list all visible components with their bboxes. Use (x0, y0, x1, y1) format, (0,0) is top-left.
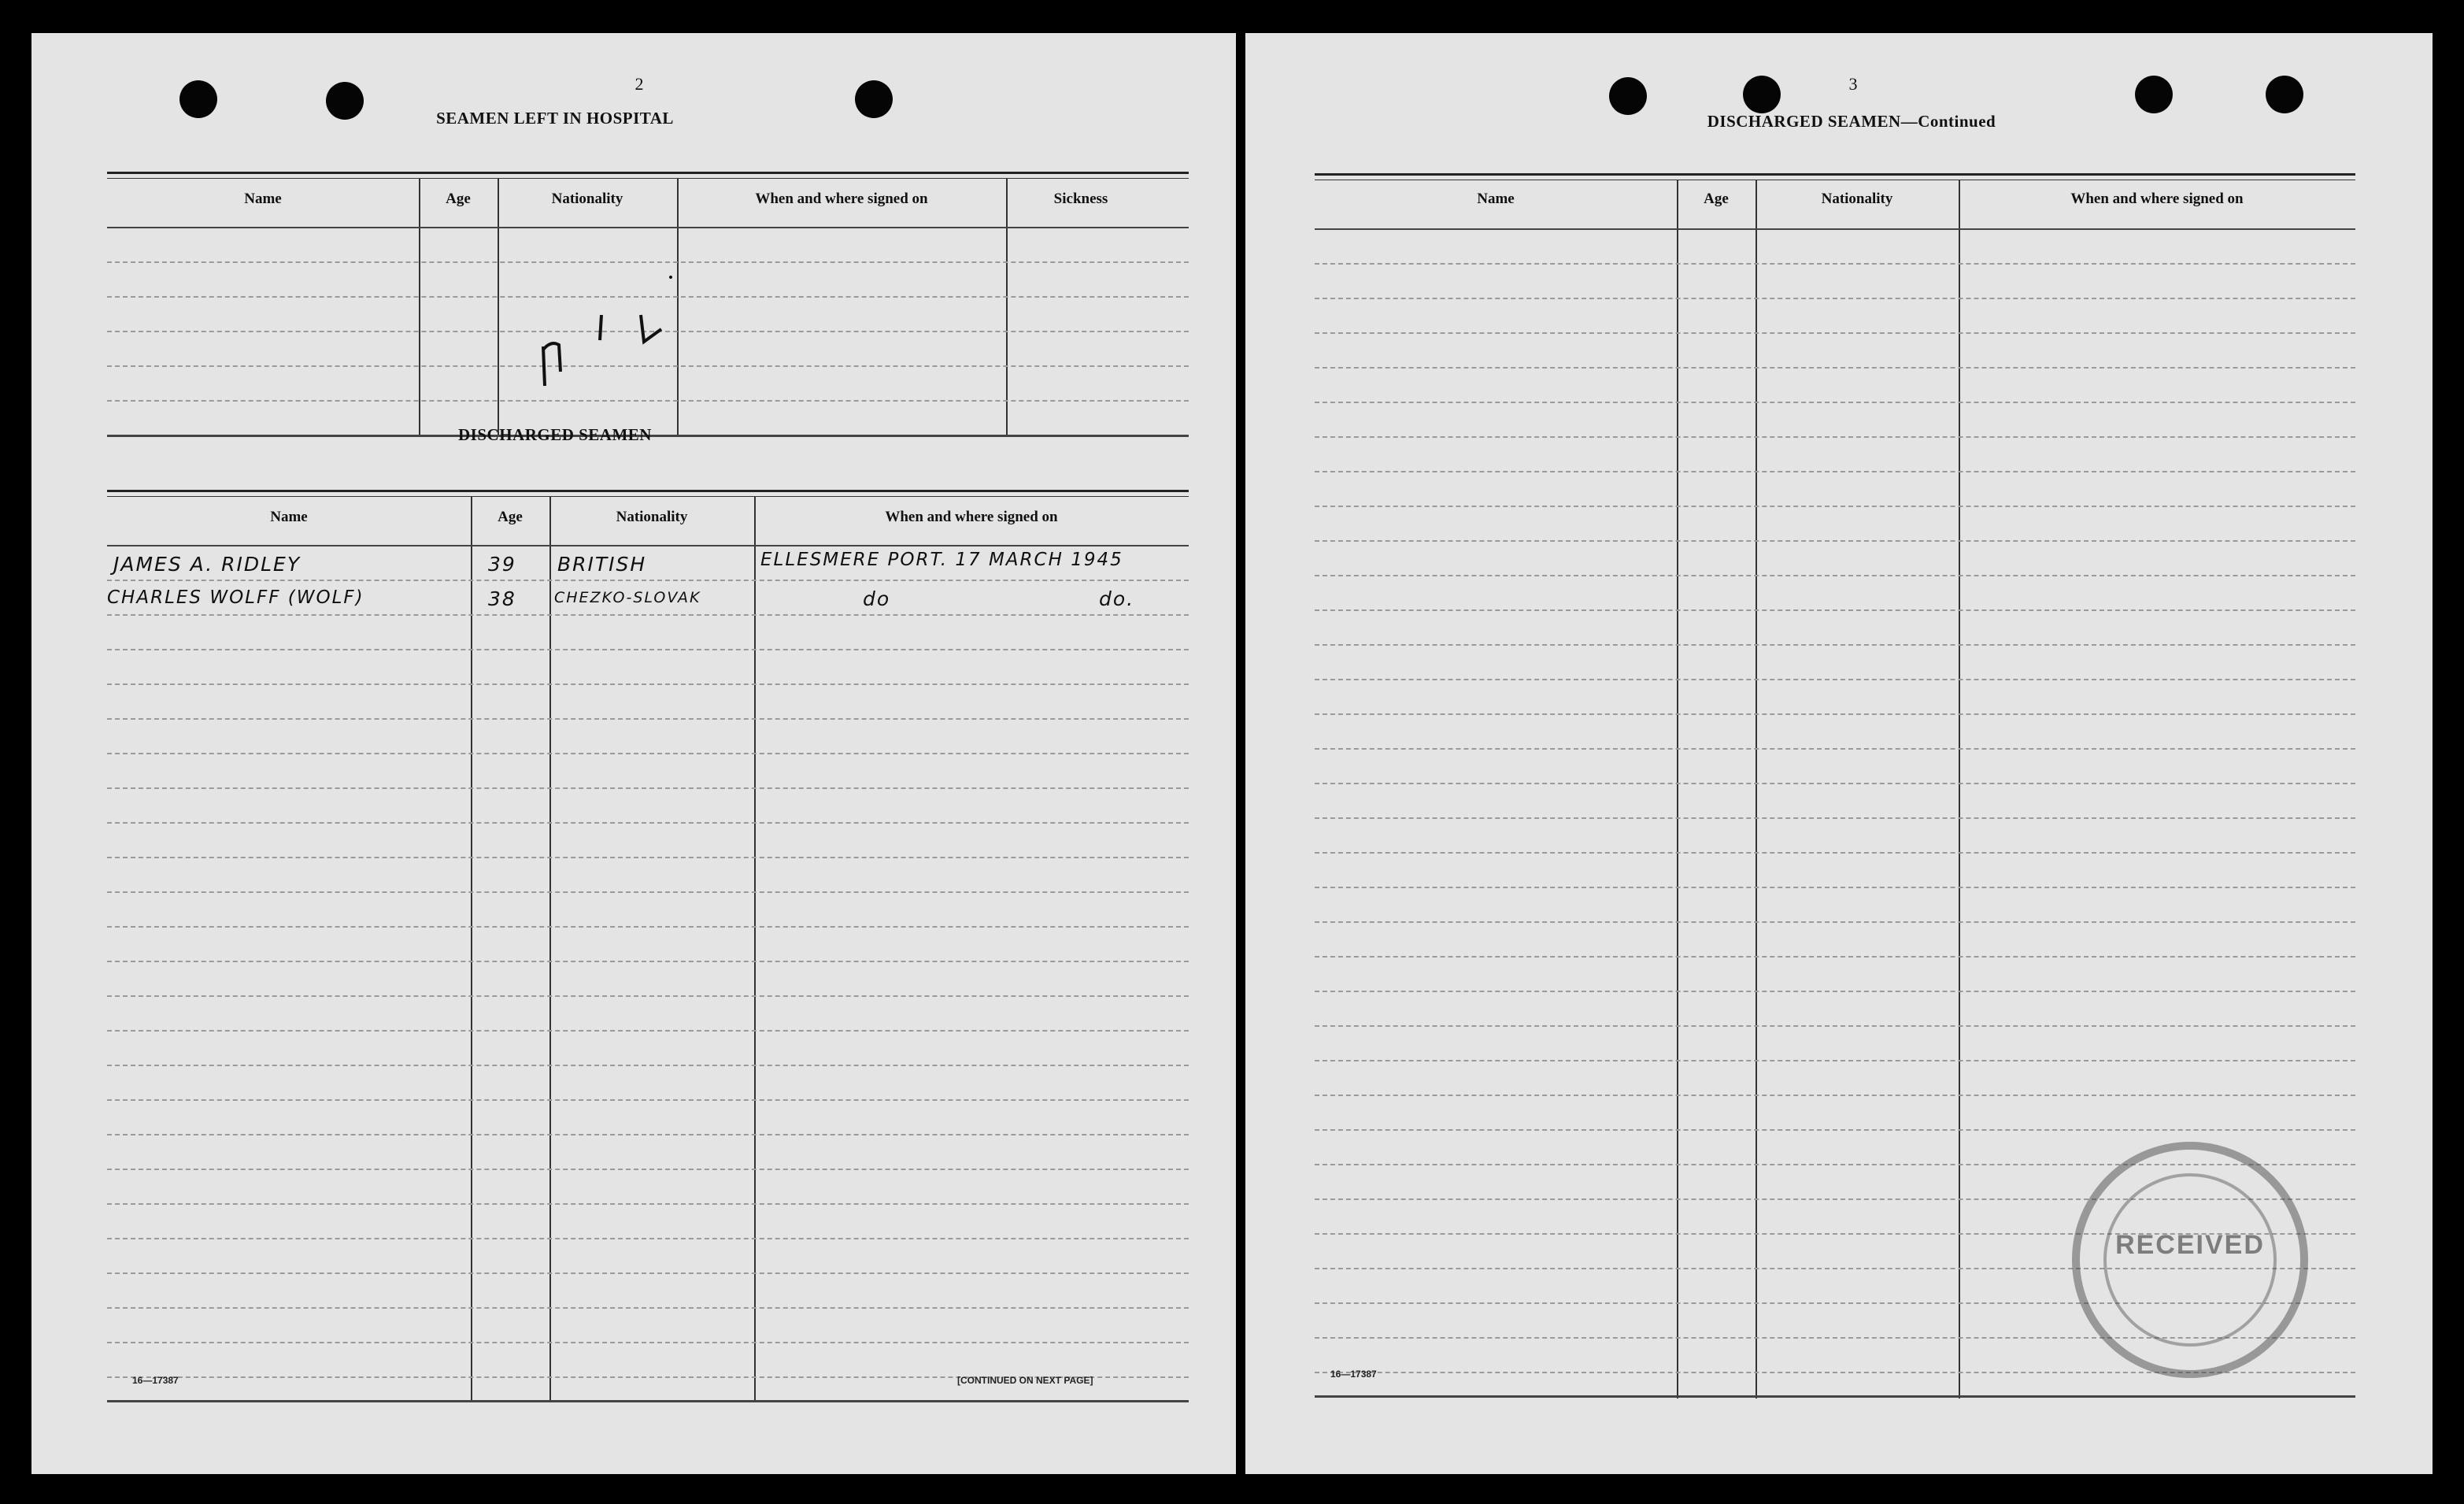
ruled-line (107, 683, 1189, 685)
seaman-nationality: CHEZKO-SLOVAK (554, 589, 701, 606)
discharged-table (107, 458, 1189, 1403)
discharged-section-title: DISCHARGED SEAMEN (458, 425, 652, 444)
header-nationality: Nationality (1821, 191, 1893, 207)
seaman-signed-on-place: do (863, 587, 891, 610)
header-name: Name (1477, 191, 1515, 207)
ruled-line (107, 787, 1189, 789)
header-age: Age (1704, 191, 1729, 207)
ruled-line (107, 1203, 1189, 1205)
ruled-line (1315, 852, 2355, 854)
header-signed-on: When and where signed on (885, 509, 1058, 525)
seaman-age: 38 (488, 587, 516, 610)
ruled-line (107, 926, 1189, 928)
ruled-line (1315, 921, 2355, 923)
left-page (31, 33, 1236, 1474)
ruled-line (1315, 402, 2355, 403)
ruled-line (107, 995, 1189, 997)
ruled-line (107, 1272, 1189, 1274)
ruled-line (1315, 436, 2355, 438)
ruled-line (107, 718, 1189, 720)
ruled-line (1315, 991, 2355, 992)
ruled-line (1315, 575, 2355, 576)
ruled-line (107, 580, 1189, 581)
seaman-signed-on-date: do. (1099, 587, 1135, 610)
page-number: 3 (1848, 74, 1858, 94)
header-name: Name (244, 191, 282, 207)
continued-note: [CONTINUED ON NEXT PAGE] (957, 1375, 1093, 1386)
stamp-text: RECEIVED (2115, 1230, 2265, 1260)
ruled-line (1315, 748, 2355, 750)
punch-hole (855, 80, 893, 118)
ruled-line (1315, 956, 2355, 958)
ruled-line (1315, 506, 2355, 507)
right-page (1245, 33, 2433, 1474)
header-age: Age (498, 509, 523, 525)
ruled-line (1315, 1025, 2355, 1027)
seaman-name: JAMES A. RIDLEY (113, 553, 302, 576)
hospital-section-title: SEAMEN LEFT IN HOSPITAL (436, 109, 674, 128)
ruled-line (107, 961, 1189, 962)
ruled-line (107, 857, 1189, 858)
ruled-line (1315, 609, 2355, 611)
seaman-signed-on: ELLESMERE PORT. 17 MARCH 1945 (760, 550, 1123, 570)
ruled-line (107, 1169, 1189, 1170)
ruled-line (1315, 471, 2355, 472)
header-signed-on: When and where signed on (755, 191, 928, 207)
ruled-line (107, 1099, 1189, 1101)
title-continued: —Continued (1900, 112, 1996, 131)
received-stamp (2072, 1142, 2308, 1378)
punch-hole (179, 80, 217, 118)
header-nationality: Nationality (616, 509, 688, 525)
header-sickness: Sickness (1053, 191, 1108, 207)
ruled-line (107, 753, 1189, 754)
title-main: DISCHARGED SEAMEN (1707, 112, 1901, 131)
ruled-line (107, 1065, 1189, 1066)
header-age: Age (446, 191, 471, 207)
form-code: 16—17387 (132, 1375, 179, 1386)
ruled-line (1315, 1060, 2355, 1061)
ruled-line (107, 614, 1189, 616)
ruled-line (107, 1134, 1189, 1135)
punch-hole (1743, 76, 1781, 113)
ruled-line (1315, 644, 2355, 646)
header-name: Name (270, 509, 308, 525)
ruled-line (1315, 817, 2355, 819)
ruled-line (107, 891, 1189, 893)
ruled-line (1315, 713, 2355, 715)
ruled-line (1315, 783, 2355, 784)
punch-hole (1609, 77, 1647, 115)
discharged-continued-title (1623, 112, 2080, 132)
form-code: 16—17387 (1330, 1369, 1377, 1380)
header-signed-on: When and where signed on (2070, 191, 2244, 207)
ruled-line (1315, 679, 2355, 680)
ruled-line (1315, 367, 2355, 369)
seaman-nationality: BRITISH (557, 553, 647, 576)
ruled-line (1315, 887, 2355, 888)
header-nationality: Nationality (551, 191, 623, 207)
punch-hole (2135, 76, 2173, 113)
ruled-line (1315, 1095, 2355, 1096)
ruled-line (1315, 332, 2355, 334)
punch-hole (2266, 76, 2303, 113)
handwritten-nil-mark (504, 254, 693, 403)
ruled-line (107, 649, 1189, 650)
ruled-line (1315, 540, 2355, 542)
ruled-line (1315, 298, 2355, 299)
seaman-age: 39 (488, 553, 516, 576)
ruled-line (107, 1342, 1189, 1343)
ruled-line (1315, 263, 2355, 265)
seaman-name: CHARLES WOLFF (WOLF) (107, 587, 364, 608)
ruled-line (107, 1307, 1189, 1309)
ruled-line (107, 1030, 1189, 1032)
ruled-line (107, 822, 1189, 824)
ruled-line (107, 1238, 1189, 1239)
ruled-line (1315, 1129, 2355, 1131)
page-number: 2 (634, 74, 644, 94)
